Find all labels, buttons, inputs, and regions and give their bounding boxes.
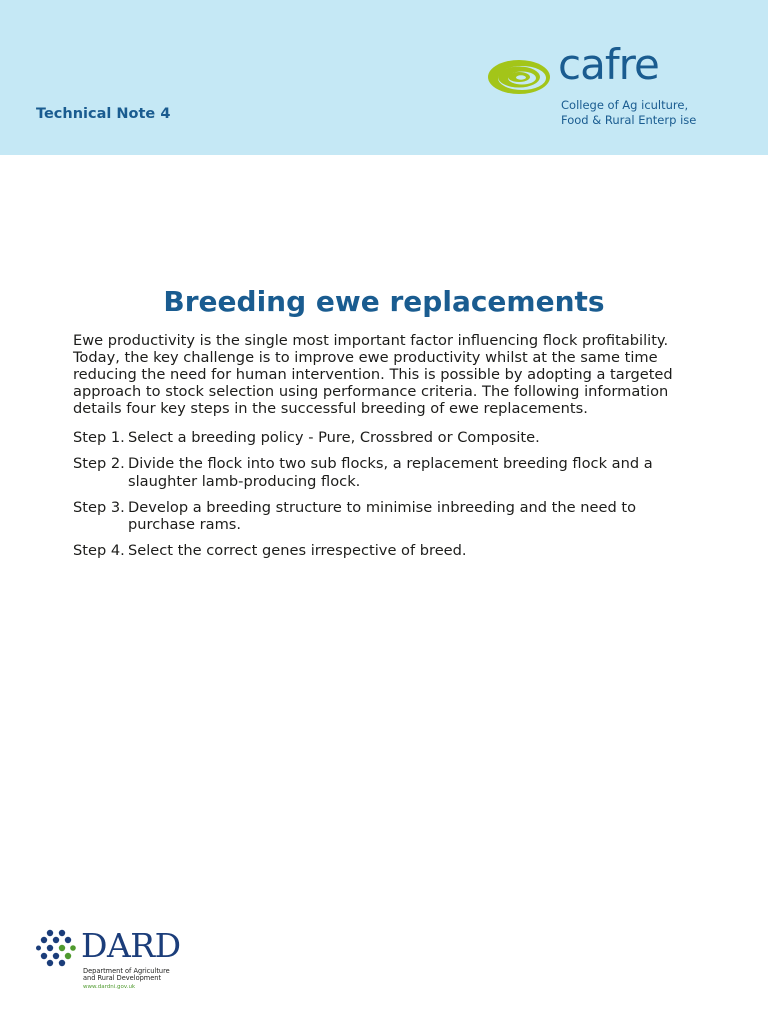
cafre-swirl-icon [487,57,555,97]
dard-department-name [83,968,170,982]
dard-wordmark: DARD [81,926,181,965]
step-number: Step 4. [73,542,125,559]
step-item [73,455,703,490]
step-number: Step 1. [73,429,125,446]
intro-paragraph: Ewe productivity is the single most important factor influencing flock profitability. Today, the key challenge is to improve ewe productivity whilst at the same time reducing the need for human intervention. This is possible by adopting a targeted approach to stock selection using performance criteria. The following information details four key steps in the successful breeding of ewe replacements. [73,332,673,417]
steps-list [73,429,703,568]
step-item [73,542,703,560]
technical-note-label: Technical Note 4 [36,106,171,122]
cafre-tagline-line2: Food & Rural Enterp ise [561,113,697,127]
step-item [73,499,703,534]
step-text: Select the correct genes irrespective of breed. [128,542,467,559]
dard-website-url: www.dardni.gov.uk [83,984,136,990]
step-text: Select a breeding policy - Pure, Crossbred or Composite. [128,429,540,446]
dard-logo [36,928,196,992]
cafre-logo [487,40,717,132]
document-title: Breeding ewe replacements [163,285,605,318]
step-number: Step 2. [73,455,125,472]
dard-hexagon-emblem-icon [36,928,76,968]
dard-department-line2: and Rural Development [83,974,162,982]
cafre-tagline [561,98,696,128]
step-text: Divide the flock into two sub flocks, a replacement breeding flock and a slaughter lamb-producing flock. [128,455,653,490]
dard-department-line1: Department of Agriculture [83,967,170,975]
cafre-tagline-line1: College of Ag iculture, [561,98,689,112]
step-text: Develop a breeding structure to minimise inbreeding and the need to purchase rams. [128,498,637,533]
step-number: Step 3. [73,498,125,516]
cafre-wordmark: cafre [558,40,659,89]
step-item [73,429,703,447]
